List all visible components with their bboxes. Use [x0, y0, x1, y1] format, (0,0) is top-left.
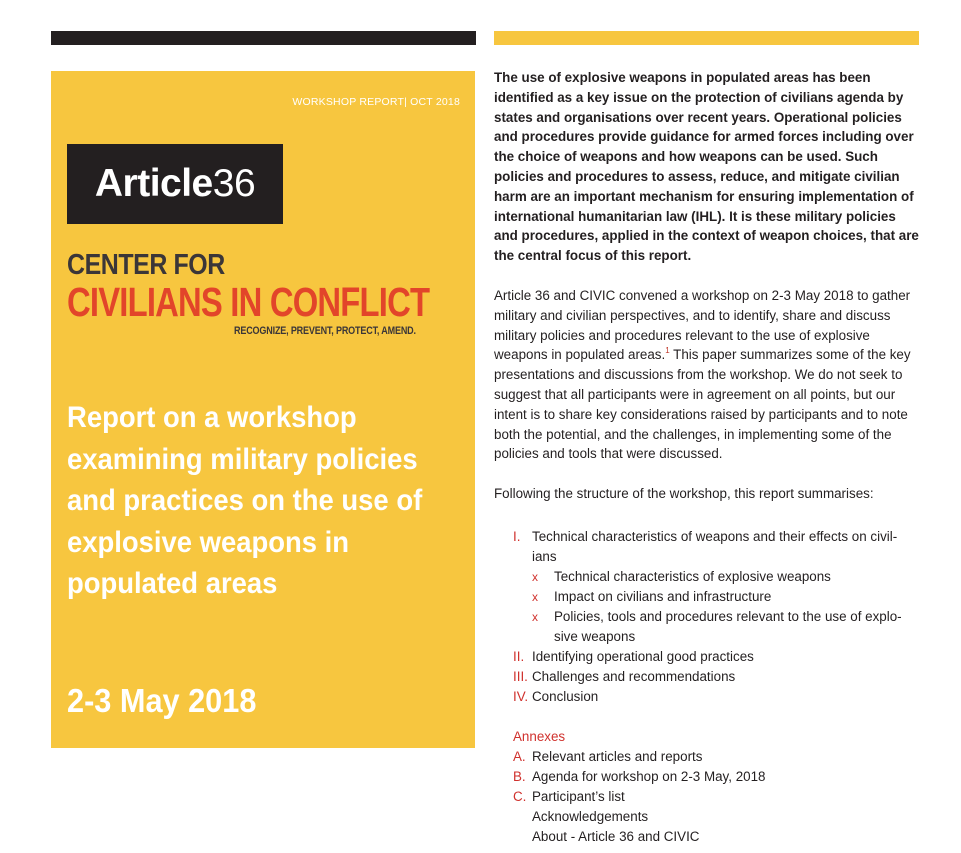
toc-subitem	[513, 567, 923, 587]
toc-label: Conclusion	[532, 689, 599, 704]
annex-label: Participant’s list	[532, 789, 625, 804]
toc-num: III.	[513, 669, 528, 684]
annex-label: Agenda for workshop on 2-3 May, 2018	[532, 769, 766, 784]
civic-line1: CENTER FOR	[67, 249, 225, 281]
toc-label: Challenges and recommendations	[532, 669, 736, 684]
annex-item-c	[513, 787, 923, 807]
intro-paragraph: The use of explosive weapons in populated areas has been identified as a key issue on the protection of civilians agenda by states and organisations over recent years. Operational policies and procedures provide guidance for armed forces including over the choice of weapons and how weapons can be used. Such policies and procedures to assess, reduce, and mitigate civilian harm are an important mechanism for ensuring implementation of international humanitarian law (IHL). It is these military policies and procedures, applied in the context of weapon choices, that are the central focus of this report.	[494, 70, 919, 264]
footnote-marker[interactable]: 1	[665, 346, 670, 356]
toc-item-i	[513, 527, 923, 547]
annex-num: C.	[513, 789, 527, 804]
civic-line2: CIVILIANS IN CONFLICT	[67, 279, 430, 325]
toc-item-iv	[513, 687, 923, 707]
toc-item-iii	[513, 667, 923, 687]
annexes-heading: Annexes	[513, 729, 566, 744]
toc-bullet: x	[532, 590, 538, 604]
annex-item-a	[513, 747, 923, 767]
annex-num: B.	[513, 769, 526, 784]
toc-sublabel: Technical characteristics of explosive weapons	[554, 569, 831, 584]
right-column	[494, 68, 919, 524]
toc-bullet: x	[532, 610, 538, 624]
workshop-paragraph-start: Article 36 and CIVIC convened a workshop on 2-3 May 2018 to gather military and civilian perspectives, and to identify, share and discuss military policies and procedures relevant to the use of explosive weapons in populated areas.	[494, 287, 911, 363]
cover-date: 2-3 May 2018	[67, 682, 257, 719]
workshop-paragraph	[494, 286, 919, 464]
toc-item-ii	[513, 647, 923, 667]
about-item: About - Article 36 and CIVIC	[532, 829, 700, 844]
cover-title: Report on a workshop examining military policies and practices on the use of explosive weapons in populated areas	[67, 401, 423, 600]
toc-sublabel: Policies, tools and procedures relevant to the use of explo-	[554, 609, 902, 624]
civic-logo	[67, 249, 467, 337]
acknowledgements-item: Acknowledgements	[532, 809, 649, 824]
toc-label: Identifying operational good practices	[532, 649, 754, 664]
workshop-paragraph-rest: This paper summarizes some of the key presentations and discussions from the workshop. We do not seek to suggest that all participants were in agreement on all points, but our intent is to share key considerations raised by participants and to note both the potential, and the challenges, in implementing some of the policies and tools that were discussed.	[494, 347, 911, 462]
annex-label: Relevant articles and reports	[532, 749, 703, 764]
toc-bullet: x	[532, 570, 538, 584]
cover-panel	[51, 71, 475, 748]
toc-item-i-cont: ians	[532, 549, 557, 564]
toc-num: II.	[513, 649, 525, 664]
logo-number: 36	[212, 162, 256, 205]
structure-paragraph: Following the structure of the workshop, this report summarises:	[494, 486, 874, 502]
article36-logo	[67, 144, 283, 224]
toc-subitem	[513, 607, 923, 627]
toc-num: IV.	[513, 689, 529, 704]
toc-subitem	[513, 587, 923, 607]
toc-subitem-cont: sive weapons	[554, 629, 636, 644]
report-tag: WORKSHOP REPORT| OCT 2018	[292, 96, 460, 108]
logo-article: Article	[94, 162, 213, 205]
contents-list	[513, 527, 923, 847]
toc-sublabel: Impact on civilians and infrastructure	[554, 589, 772, 604]
top-black-bar	[51, 31, 476, 45]
annex-item-b	[513, 767, 923, 787]
top-yellow-bar	[494, 31, 919, 45]
toc-num: I.	[513, 529, 521, 544]
article36-logo-text	[95, 162, 255, 206]
civic-tagline: RECOGNIZE, PREVENT, PROTECT, AMEND.	[234, 325, 416, 337]
annex-num: A.	[513, 749, 526, 764]
toc-label: Technical characteristics of weapons and their effects on civil-	[532, 529, 898, 544]
